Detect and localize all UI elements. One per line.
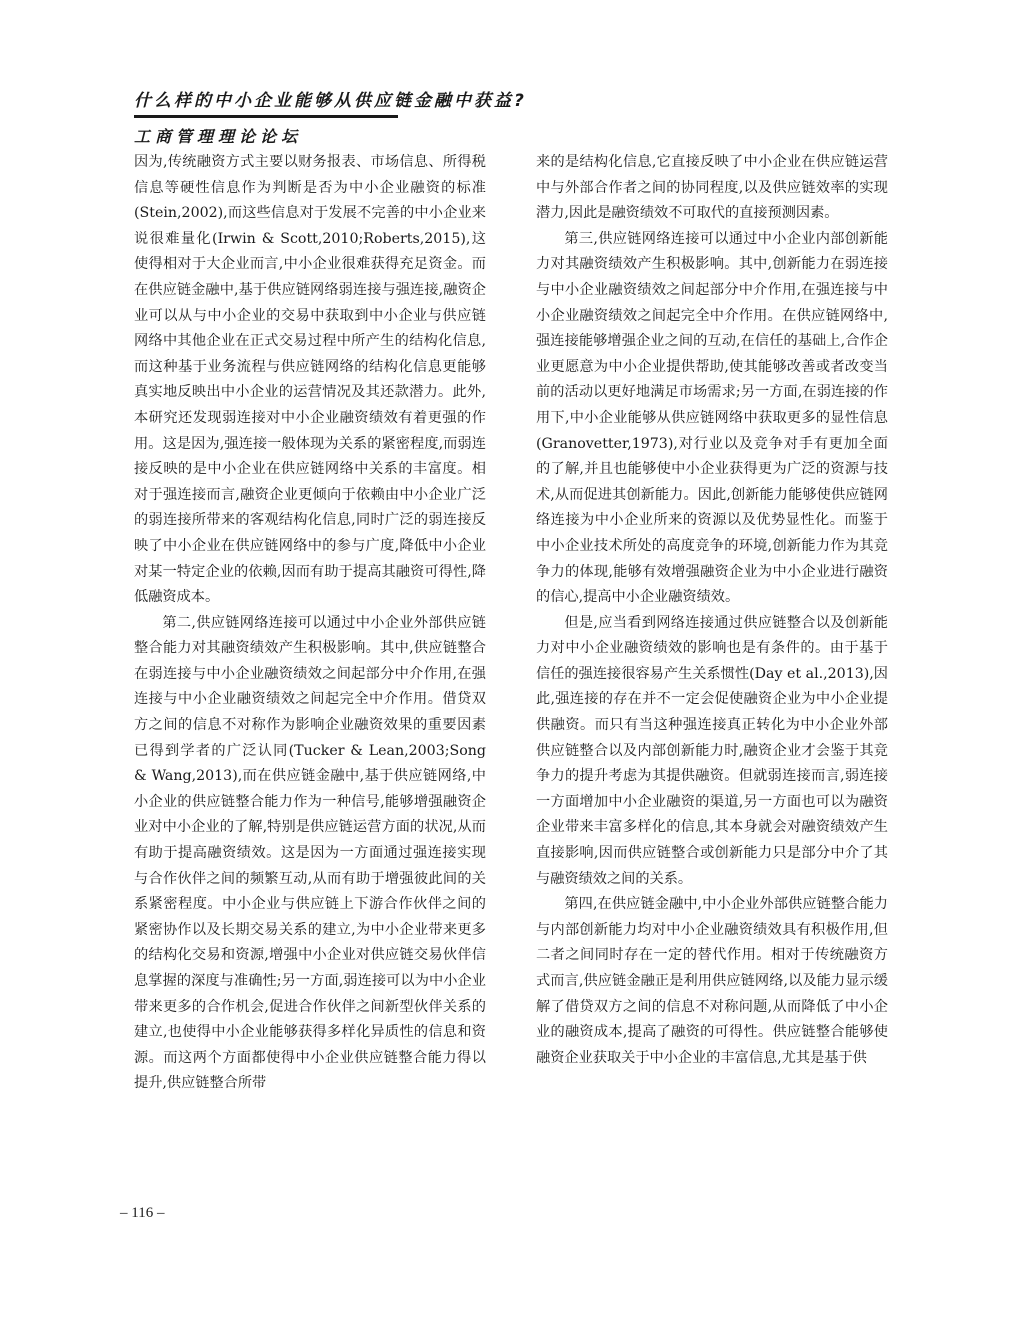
paragraph: 第二,供应链网络连接可以通过中小企业外部供应链整合能力对其融资绩效产生积极影响。其中,供应链整合在弱连接与中小企业融资绩效之间起部分中介作用,在强连接与中小企业融资绩效之间起完全中介作用。借贷双方之间的信息不对称作为影响企业融资效果的重要因素已得到学者的广泛认同(Tucker & Lean,2003;Song & Wang,2013),而在供应链金融中,基于供应链网络,中小企业的供应链整合能力作为一种信号,能够增强融资企业对中小企业的了解,特别是供应链运营方面的状况,从而有助于提高融资绩效。这是因为一方面通过强连接实现与合作伙伴之间的频繁互动,从而有助于增强彼此间的关系紧密程度。中小企业与供应链上下游合作伙伴之间的紧密协作以及长期交易关系的建立,为中小企业带来更多的结构化交易和资源,增强中小企业对供应链交易伙伴信息掌握的深度与准确性;另一方面,弱连接可以为中小企业带来更多的合作机会,促进合作伙伴之间新型伙伴关系的建立,也使得中小企业能够获得多样化异质性的信息和资源。而这两个方面都使得中小企业供应链整合能力得以提升,供应链整合所带 [134,614,486,1092]
paragraph: 第四,在供应链金融中,中小企业外部供应链整合能力与内部创新能力均对中小企业融资绩效具有积极作用,但二者之间同时存在一定的替代作用。相对于传统融资方式而言,供应链金融正是利用供应链网络,以及能力显示缓解了借贷双方之间的信息不对称问题,从而降低了中小企业的融资成本,提高了融资的可得性。供应链整合能够使融资企业获取关于中小企业的丰富信息,尤其是基于供 [536,896,888,1066]
left-column [134,150,486,1097]
paragraph: 第三,供应链网络连接可以通过中小企业内部创新能力对其融资绩效产生积极影响。其中,创新能力在弱连接与中小企业融资绩效之间起部分中介作用,在强连接与中小企业融资绩效之间起完全中介作用。在供应链网络中,强连接能够增强企业之间的互动,在信任的基础上,合作企业更愿意为中小企业提供帮助,使其能够改善或者改变当前的活动以更好地满足市场需求;另一方面,在弱连接的作用下,中小企业能够从供应链网络中获取更多的显性信息(Granovetter,1973),对行业以及竞争对手有更加全面的了解,并且也能够使中小企业获得更为广泛的资源与技术,从而促进其创新能力。因此,创新能力能够使供应链网络连接为中小企业所来的资源以及优势显性化。而鉴于中小企业技术所处的高度竞争的环境,创新能力作为其竞争力的体现,能够有效增强融资企业为中小企业进行融资的信心,提高中小企业融资绩效。 [536,230,888,606]
paragraph: 因为,传统融资方式主要以财务报表、市场信息、所得税信息等硬性信息作为判断是否为中小企业融资的标准(Stein,2002),而这些信息对于发展不完善的中小企业来说很难量化(Irwin & Scott,2010;Roberts,2015),这使得相对于大企业而言,中小企业很难获得充足资金。而在供应链金融中,基于供应链网络弱连接与强连接,融资企业可以从与中小企业的交易中获取到中小企业与供应链网络中其他企业在正式交易过程中所产生的结构化信息,而这种基于业务流程与供应链网络的结构化信息更能够真实地反映出中小企业的运营情况及其还款潜力。此外,本研究还发现弱连接对中小企业融资绩效有着更强的作用。这是因为,强连接一般体现为关系的紧密程度,而弱连接反映的是中小企业在供应链网络中关系的丰富度。相对于强连接而言,融资企业更倾向于依赖由中小企业广泛的弱连接所带来的客观结构化信息,同时广泛的弱连接反映了中小企业在供应链网络中的参与广度,降低中小企业对某一特定企业的依赖,因而有助于提高其融资可得性,降低融资成本。 [134,154,486,606]
paragraph: 但是,应当看到网络连接通过供应链整合以及创新能力对中小企业融资绩效的影响也是有条件的。由于基于信任的强连接很容易产生关系惯性(Day et al.,2013),因此,强连接的存在并不一定会促使融资企业为中小企业提供融资。而只有当这种强连接真正转化为中小企业外部供应链整合以及内部创新能力时,融资企业才会鉴于其竞争力的提升考虑为其提供融资。但就弱连接而言,弱连接一方面增加中小企业融资的渠道,另一方面也可以为融资企业带来丰富多样化的信息,其本身就会对融资绩效产生直接影响,因而供应链整合或创新能力只是部分中介了其与融资绩效之间的关系。 [536,614,888,887]
header-rule [134,115,398,118]
page-number: – 116 – [120,1205,165,1221]
right-column [536,150,888,1071]
journal-section: 工商管理理论论坛 [134,127,303,146]
paragraph: 来的是结构化信息,它直接反映了中小企业在供应链运营中与外部合作者之间的协同程度,以及供应链效率的实现潜力,因此是融资绩效不可取代的直接预测因素。 [536,154,888,222]
running-header [134,90,534,112]
article-title: 什么样的中小企业能够从供应链金融中获益? [134,91,527,111]
